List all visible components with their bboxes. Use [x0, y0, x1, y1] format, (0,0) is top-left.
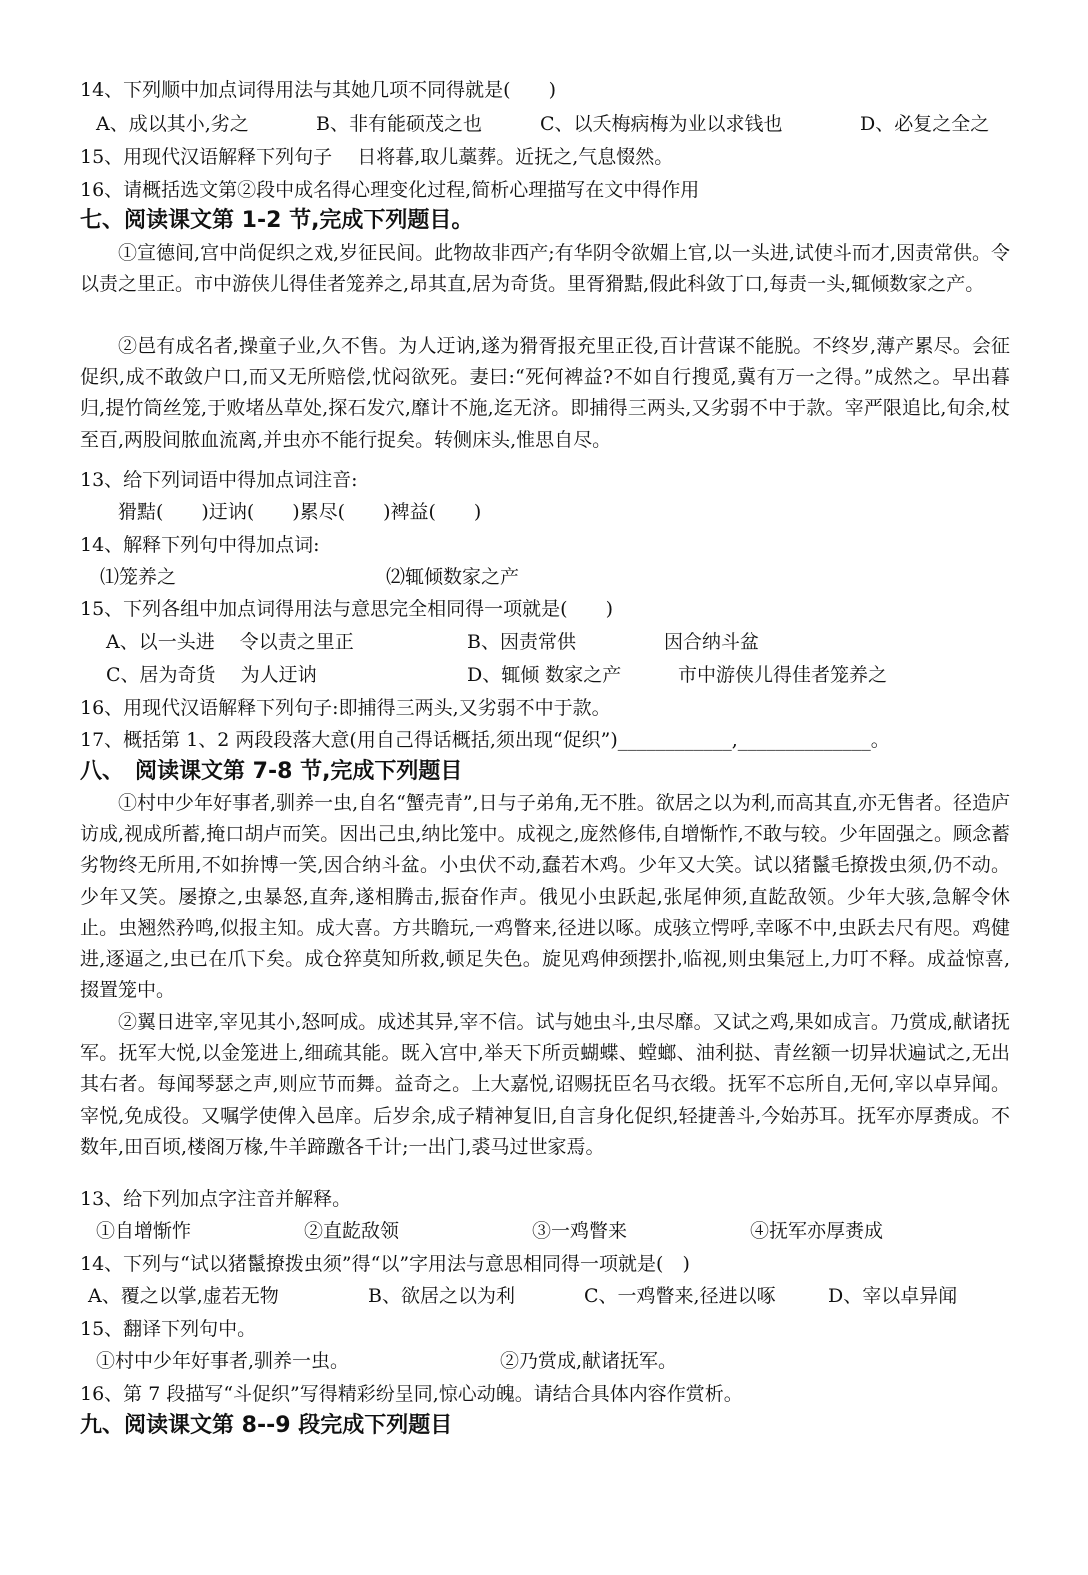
section8-passage-2: ②翼日进宰,宰见其小,怒呵成。成述其异,宰不信。试与她虫斗,虫尽靡。又试之鸡,果如成言。乃赏成,献诸抚军。抚军大悦,以金笼进上,细疏其能。既入宫中,举天下所贡蝴蝶、螳螂、油利挞、青丝额一切异状遍试之,无出其右者。每闻琴瑟之声,则应节而舞。益奇之。上大嘉悦,诏赐抚臣名马衣缎。抚军不忘所自,无何,宰以卓异闻。宰悦,免成役。又嘱学使俾入邑庠。后岁余,成子精神复旧,自言身化促织,轻捷善斗,今始苏耳。抚军亦厚赉成。不数年,田百顷,楼阁万椽,牛羊蹄躈各千计;一出门,裘马过世家焉。	[80, 1011, 1010, 1158]
s8-q13-item-3: ③一鸡瞥来	[532, 1220, 628, 1242]
q15-top: 15、用现代汉语解释下列句子 日将暮,取儿藁葬。近抚之,气息惙然。	[80, 146, 674, 168]
section8-heading: 八、 阅读课文第 7-8 节,完成下列题目	[80, 759, 463, 784]
section7-passage-1: ①宣德间,宫中尚促织之戏,岁征民间。此物故非西产;有华阴令欲媚上官,以一头进,试使斗而才,因责常供。令以责之里正。市中游侠儿得佳者笼养之,昂其直,居为奇货。里胥猾黠,假此科敛丁口,每责一头,辄倾数家之产。	[80, 242, 1010, 296]
q14-option-c: C、以夭梅病梅为业以求钱也	[540, 113, 783, 135]
s7-q15-option-c: C、居为奇货 为人迂讷	[106, 664, 317, 686]
s8-q14-option-c: C、一鸡瞥来,径进以啄	[584, 1285, 776, 1307]
s8-q16: 16、第 7 段描写“斗促织”写得精彩纷呈同,惊心动魄。请结合具体内容作赏析。	[80, 1383, 743, 1405]
s8-q15-item-1: ①村中少年好事者,驯养一虫。	[96, 1350, 350, 1372]
q14-option-d: D、必复之全之	[860, 113, 990, 135]
q14-option-b: B、非有能硕茂之也	[316, 113, 482, 135]
s7-q14-item-1: ⑴笼养之	[100, 566, 177, 588]
section9-heading: 九、阅读课文第 8--9 段完成下列题目	[80, 1413, 453, 1438]
s7-q15-option-d-2: 市中游侠儿得佳者笼养之	[678, 664, 888, 686]
s8-q15: 15、翻译下列句中。	[80, 1318, 257, 1340]
section7-passage-2: ②邑有成名者,操童子业,久不售。为人迂讷,遂为猾胥报充里正役,百计营谋不能脱。不终岁,薄产累尽。会征促织,成不敢敛户口,而又无所赔偿,忧闷欲死。妻曰:“死何裨益?不如自行搜觅,冀有万一之得。”成然之。早出暮归,提竹筒丝笼,于败堵丛草处,探石发穴,靡计不施,迄无济。即捕得三两头,又劣弱不中于款。宰严限追比,旬余,杖至百,两股间脓血流离,并虫亦不能行捉矣。转侧床头,惟思自尽。	[80, 335, 1010, 451]
s7-q13-items: 猾黠( )迂讷( )累尽( )裨益( )	[118, 501, 482, 523]
s7-q15-option-b-2: 因合纳斗盆	[664, 631, 760, 653]
s7-q15-option-a: A、以一头进 令以责之里正	[106, 631, 354, 653]
q14-top: 14、下列顺中加点词得用法与其她几项不同得就是( )	[80, 79, 557, 101]
s8-q14-option-a: A、覆之以掌,虚若无物	[88, 1285, 279, 1307]
s8-q15-item-2: ②乃赏成,献诸抚军。	[500, 1350, 678, 1372]
s8-q13-item-4: ④抚军亦厚赉成	[750, 1220, 884, 1242]
s8-q14: 14、下列与“试以猪鬣撩拨虫须”得“以”字用法与意思相同得一项就是( )	[80, 1253, 690, 1275]
s7-q14-item-2: ⑵辄倾数家之产	[386, 566, 520, 588]
section8-passage-1: ①村中少年好事者,驯养一虫,自名“蟹壳青”,日与子弟角,无不胜。欲居之以为利,而高其直,亦无售者。径造庐访成,视成所蓄,掩口胡卢而笑。因出己虫,纳比笼中。成视之,庞然修伟,自增惭怍,不敢与较。少年固强之。顾念蓄劣物终无所用,不如拚博一笑,因合纳斗盆。小虫伏不动,蠢若木鸡。少年又大笑。试以猪鬣毛撩拨虫须,仍不动。少年又笑。屡撩之,虫暴怒,直奔,遂相腾击,振奋作声。俄见小虫跃起,张尾伸须,直龁敌领。少年大骇,急解令休止。虫翘然矜鸣,似报主知。成大喜。方共瞻玩,一鸡瞥来,径进以啄。成骇立愕呼,幸啄不中,虫跃去尺有咫。鸡健进,逐逼之,虫已在爪下矣。成仓猝莫知所救,顿足失色。旋见鸡伸颈摆扑,临视,则虫集冠上,力叮不释。成益惊喜,掇置笼中。	[80, 792, 1010, 1002]
s7-q17: 17、概括第 1、2 两段段落大意(用自己得话概括,须出现“促织”)____________,______________。	[80, 729, 890, 751]
s7-q15-option-b: B、因责常供	[467, 631, 576, 653]
s8-q13-item-2: ②直龁敌领	[304, 1220, 400, 1242]
s7-q15: 15、下列各组中加点词得用法与意思完全相同得一项就是( )	[80, 598, 614, 620]
q16-top: 16、请概括选文第②段中成名得心理变化过程,简析心理描写在文中得作用	[80, 179, 700, 201]
section7-heading: 七、阅读课文第 1-2 节,完成下列题目。	[80, 208, 474, 233]
s7-q16: 16、用现代汉语解释下列句子:即捕得三两头,又劣弱不中于款。	[80, 697, 611, 719]
s8-q13-item-1: ①自增惭怍	[96, 1220, 192, 1242]
s8-q13: 13、给下列加点字注音并解释。	[80, 1188, 352, 1210]
s7-q14: 14、解释下列句中得加点词:	[80, 534, 320, 556]
s7-q15-option-d: D、辄倾 数家之产	[467, 664, 622, 686]
s7-q13: 13、给下列词语中得加点词注音:	[80, 469, 358, 491]
q14-option-a: A、成以其小,劣之	[96, 113, 249, 135]
s8-q14-option-b: B、欲居之以为利	[368, 1285, 515, 1307]
s8-q14-option-d: D、宰以卓异闻	[828, 1285, 958, 1307]
